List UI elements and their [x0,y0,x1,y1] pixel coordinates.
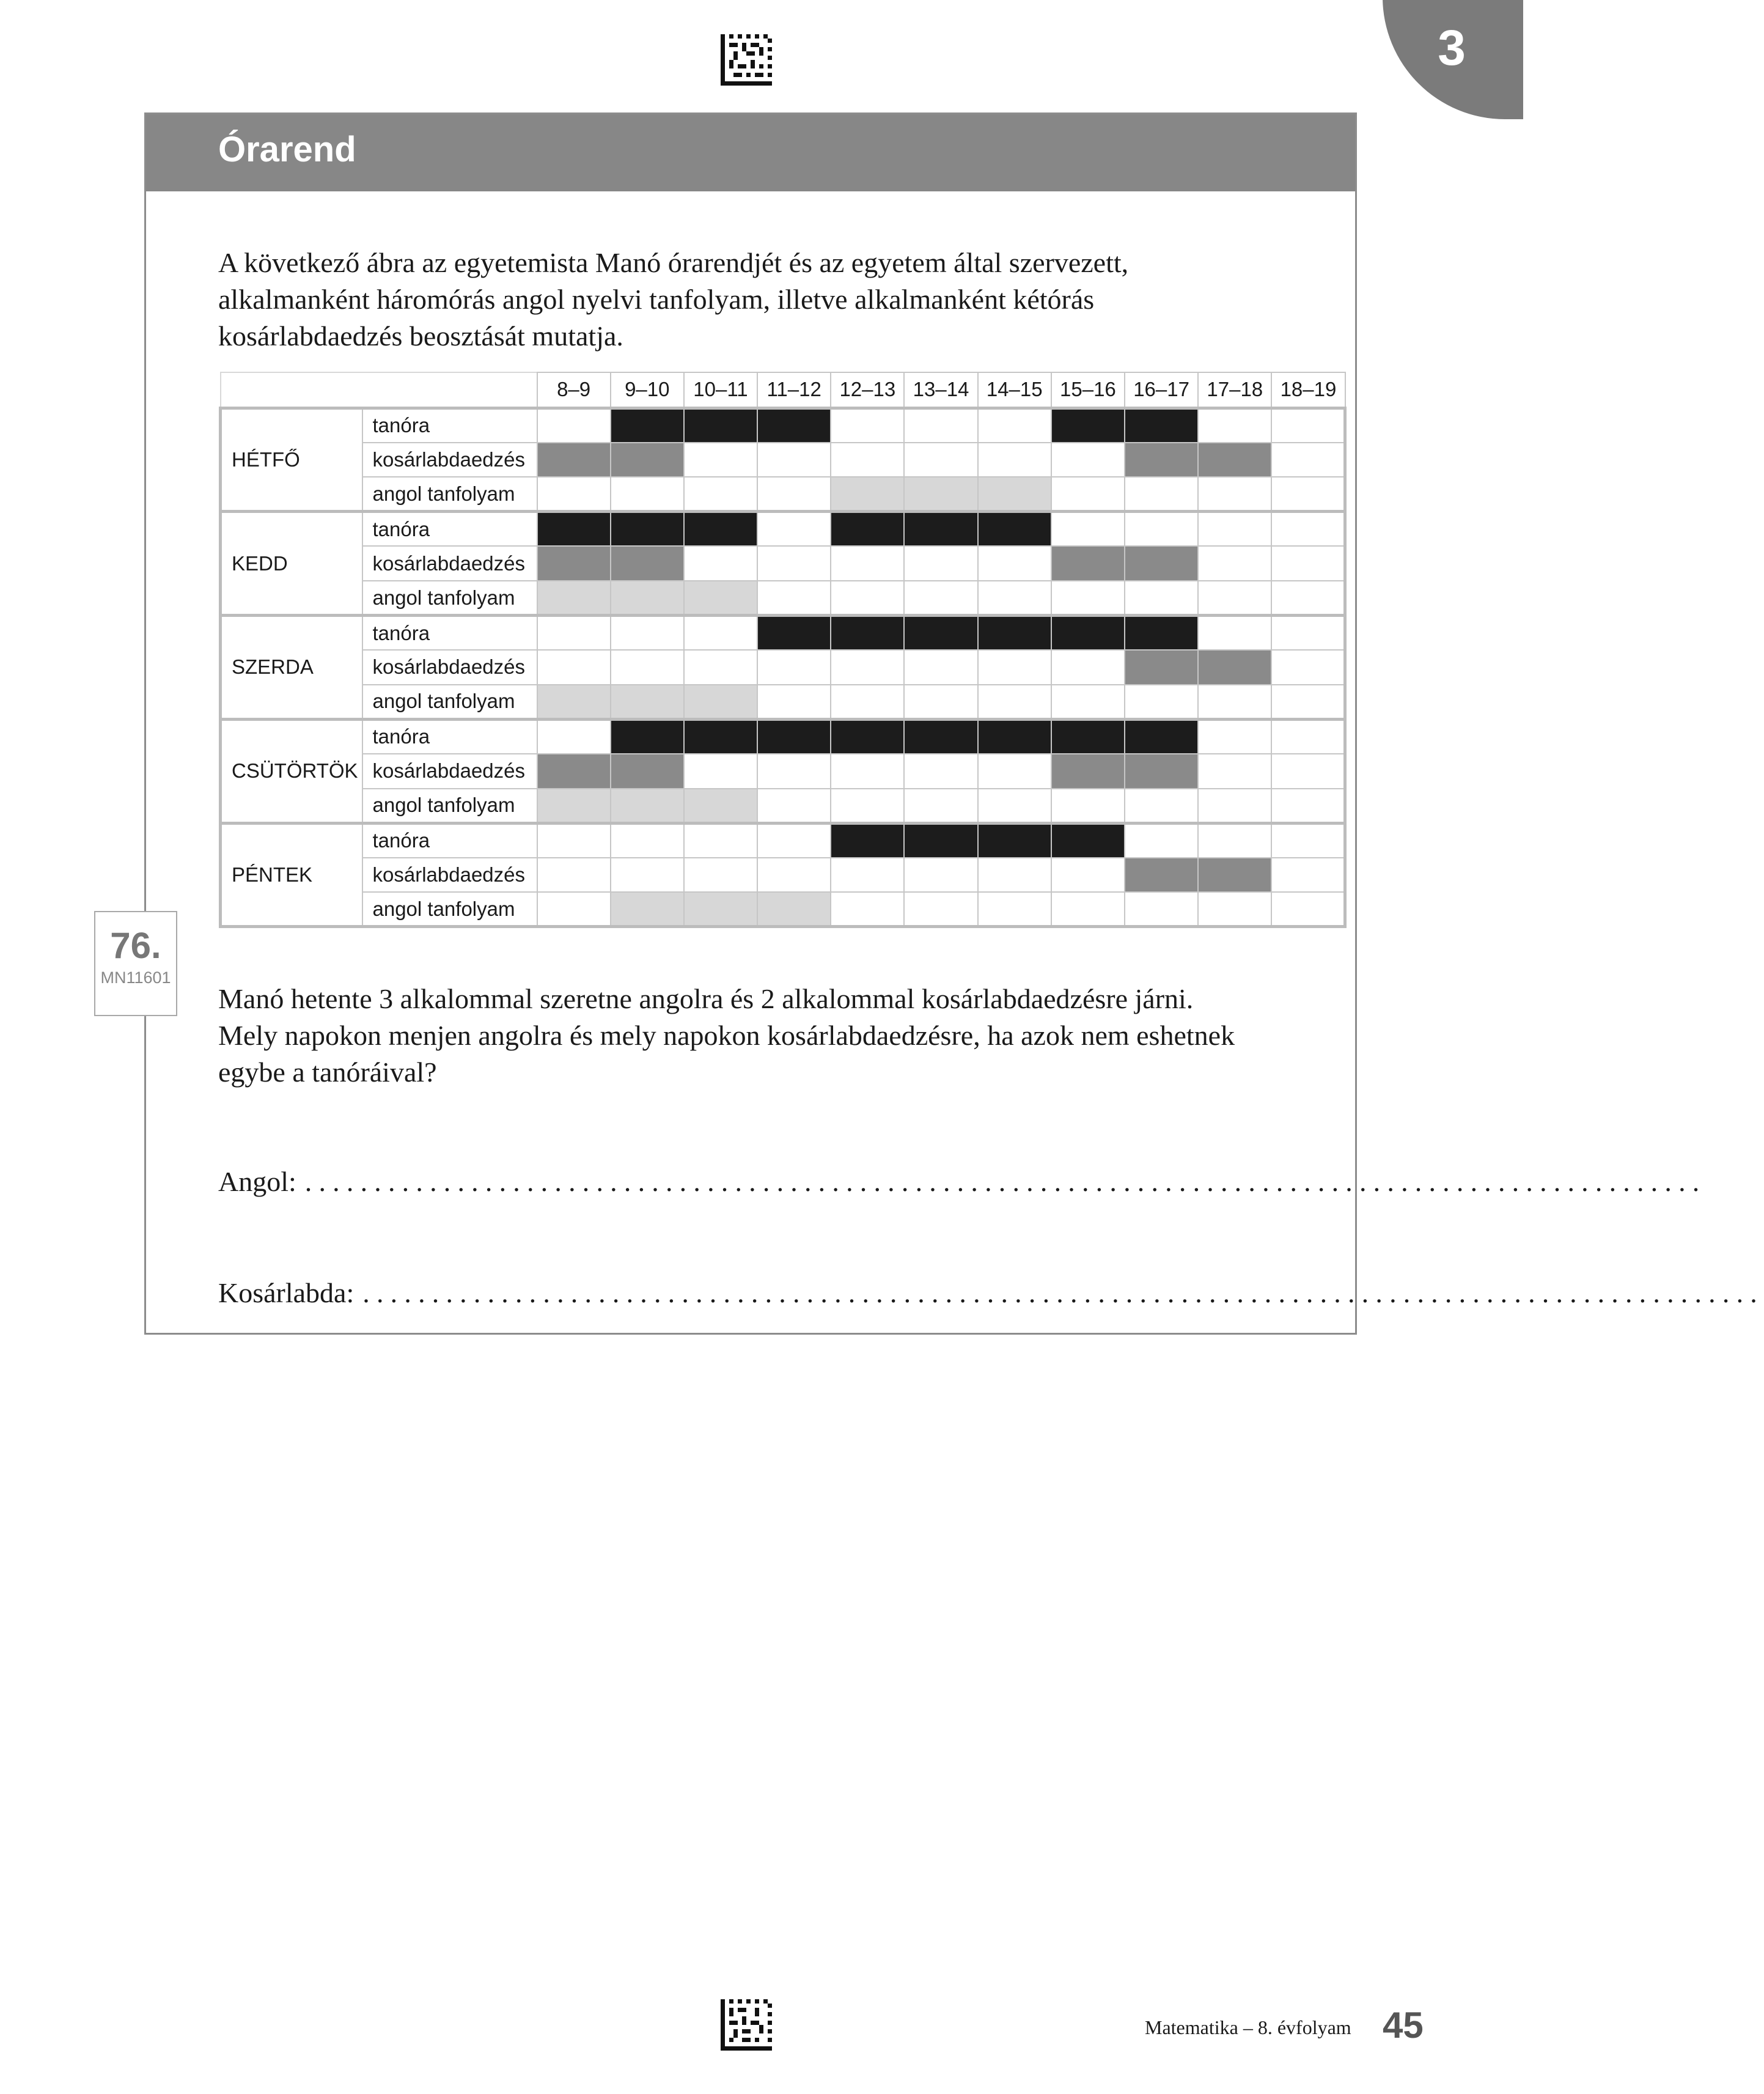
footer-subject: Matematika – 8. évfolyam [1145,2016,1351,2038]
schedule-cell-empty [904,408,977,443]
title-bar [146,114,1355,191]
schedule-cell-empty [1125,685,1198,720]
schedule-cell-empty [684,823,757,858]
schedule-cell-empty [757,443,831,477]
activity-row [221,858,1345,893]
schedule-cell-empty [904,754,977,789]
chapter-number: 3 [1438,20,1466,76]
schedule-cell-empty [1125,512,1198,547]
schedule-cell-filled [978,512,1051,547]
schedule-cell-filled [978,477,1051,512]
activity-label: angol tanfolyam [362,581,537,616]
schedule-cell-filled [537,581,611,616]
schedule-cell-filled [611,685,684,720]
schedule-cell-empty [831,685,904,720]
schedule-cell-empty [1125,892,1198,927]
schedule-cell-empty [537,858,611,893]
schedule-cell-empty [904,892,977,927]
schedule-cell-empty [1198,719,1271,754]
schedule-cell-empty [1125,789,1198,824]
schedule-cell-filled [684,789,757,824]
task-number-box [94,911,177,1016]
schedule-cell-empty [978,581,1051,616]
schedule-cell-empty [757,685,831,720]
schedule-cell-empty [1198,477,1271,512]
schedule-cell-filled [757,719,831,754]
schedule-cell-empty [1198,512,1271,547]
schedule-cell-empty [1051,581,1125,616]
schedule-cell-empty [757,754,831,789]
schedule-cell-empty [1271,892,1345,927]
activity-row [221,546,1345,581]
schedule-cell-empty [684,858,757,893]
schedule-cell-empty [757,512,831,547]
schedule-table [219,372,1347,928]
schedule-cell-filled [978,719,1051,754]
schedule-cell-empty [1271,719,1345,754]
activity-row [221,650,1345,685]
activity-row [221,512,1345,547]
schedule-cell-empty [1271,685,1345,720]
schedule-cell-empty [1271,477,1345,512]
schedule-cell-filled [684,512,757,547]
schedule-cell-filled [904,512,977,547]
schedule-cell-empty [831,650,904,685]
intro-line: kosárlabdaedzés beosztását mutatja. [218,320,623,352]
activity-label: kosárlabdaedzés [362,754,537,789]
header-corner [221,372,537,408]
schedule-cell-empty [831,581,904,616]
schedule-cell-filled [831,719,904,754]
schedule-cell-filled [611,719,684,754]
schedule-cell-filled [537,685,611,720]
schedule-cell-filled [831,616,904,651]
schedule-cell-filled [831,477,904,512]
qr-code-bottom [721,1999,772,2051]
schedule-cell-empty [1051,443,1125,477]
schedule-cell-empty [831,443,904,477]
schedule-cell-empty [1198,892,1271,927]
schedule-cell-empty [537,616,611,651]
schedule-cell-empty [978,789,1051,824]
answer-basket-label: Kosárlabda: [218,1277,355,1308]
schedule-cell-filled [1051,754,1125,789]
schedule-cell-filled [904,719,977,754]
schedule-cell-empty [757,858,831,893]
schedule-cell-filled [1051,823,1125,858]
hour-header: 14–15 [978,372,1051,408]
schedule-cell-filled [1125,443,1198,477]
schedule-cell-empty [611,823,684,858]
activity-label: angol tanfolyam [362,892,537,927]
schedule-cell-filled [1125,546,1198,581]
question-line: Mely napokon menjen angolra és mely napokon kosárlabdaedzésre, ha azok nem eshetnek [218,1020,1235,1051]
schedule-cell-filled [611,789,684,824]
schedule-cell-empty [1051,650,1125,685]
schedule-cell-empty [1271,858,1345,893]
activity-row [221,581,1345,616]
schedule-cell-empty [757,581,831,616]
schedule-cell-empty [978,408,1051,443]
task-title: Órarend [218,130,356,169]
schedule-cell-empty [978,443,1051,477]
intro-line: alkalmanként háromórás angol nyelvi tanfolyam, illetve alkalmanként kétórás [218,284,1095,315]
schedule-cell-filled [904,823,977,858]
schedule-cell-empty [1271,546,1345,581]
schedule-cell-empty [831,408,904,443]
schedule-cell-empty [1125,477,1198,512]
schedule-cell-empty [1051,789,1125,824]
activity-row [221,892,1345,927]
schedule-cell-filled [831,512,904,547]
schedule-cell-filled [1125,408,1198,443]
schedule-cell-empty [1198,581,1271,616]
schedule-cell-empty [1198,616,1271,651]
schedule-cell-empty [1271,408,1345,443]
schedule-cell-empty [1051,477,1125,512]
schedule-cell-empty [611,477,684,512]
schedule-cell-empty [831,789,904,824]
activity-label: kosárlabdaedzés [362,546,537,581]
schedule-cell-empty [978,546,1051,581]
schedule-cell-filled [611,512,684,547]
schedule-cell-empty [684,754,757,789]
schedule-cell-filled [1198,650,1271,685]
schedule-cell-filled [1125,616,1198,651]
schedule-cell-filled [1198,443,1271,477]
schedule-cell-filled [537,789,611,824]
activity-label: tanóra [362,616,537,651]
schedule-cell-filled [537,754,611,789]
schedule-cell-filled [537,546,611,581]
schedule-cell-empty [757,546,831,581]
hour-header: 9–10 [611,372,684,408]
schedule-cell-empty [904,858,977,893]
schedule-cell-empty [904,581,977,616]
activity-row [221,719,1345,754]
hour-header: 17–18 [1198,372,1271,408]
hour-header: 13–14 [904,372,977,408]
schedule-cell-empty [1271,754,1345,789]
schedule-cell-empty [1198,546,1271,581]
schedule-cell-filled [1051,719,1125,754]
activity-label: tanóra [362,719,537,754]
schedule-cell-empty [684,616,757,651]
schedule-cell-filled [1125,754,1198,789]
hour-header: 8–9 [537,372,611,408]
schedule-cell-filled [537,443,611,477]
schedule-cell-empty [684,546,757,581]
activity-label: tanóra [362,823,537,858]
schedule-cell-empty [1271,823,1345,858]
schedule-cell-filled [684,719,757,754]
schedule-cell-empty [1051,512,1125,547]
schedule-cell-empty [1198,754,1271,789]
schedule-cell-empty [1198,408,1271,443]
question-line: Manó hetente 3 alkalommal szeretne angolra és 2 alkalommal kosárlabdaedzésre járni. [218,983,1194,1014]
schedule-cell-empty [904,443,977,477]
schedule-cell-empty [831,546,904,581]
activity-row [221,754,1345,789]
hour-header: 11–12 [757,372,831,408]
schedule-cell-empty [757,477,831,512]
schedule-cell-empty [1271,581,1345,616]
schedule-cell-empty [611,616,684,651]
schedule-cell-empty [1125,581,1198,616]
answer-basket-line[interactable] [218,1277,1764,1313]
schedule-cell-filled [831,823,904,858]
hour-header: 12–13 [831,372,904,408]
activity-row [221,443,1345,477]
question-line: egybe a tanóráival? [218,1056,437,1088]
schedule-cell-empty [1271,789,1345,824]
schedule-cell-filled [1125,719,1198,754]
day-label: CSÜTÖRTÖK [221,719,362,823]
schedule-cell-empty [904,650,977,685]
schedule-cell-filled [537,512,611,547]
schedule-cell-filled [1051,616,1125,651]
activity-label: kosárlabdaedzés [362,650,537,685]
schedule-cell-filled [1125,650,1198,685]
day-group [221,512,1345,616]
schedule-cell-empty [684,477,757,512]
answer-english-line[interactable] [218,1165,1707,1202]
activity-label: tanóra [362,408,537,443]
schedule-cell-empty [1198,823,1271,858]
schedule-cell-filled [978,823,1051,858]
schedule-cell-empty [537,892,611,927]
schedule-cell-empty [537,650,611,685]
schedule-cell-empty [684,443,757,477]
activity-label: kosárlabdaedzés [362,858,537,893]
schedule-cell-empty [904,789,977,824]
activity-row [221,616,1345,651]
activity-row [221,685,1345,720]
schedule-cell-empty [1271,650,1345,685]
activity-row [221,789,1345,824]
schedule-cell-filled [611,546,684,581]
schedule-cell-empty [611,650,684,685]
schedule-cell-empty [1198,789,1271,824]
activity-label: kosárlabdaedzés [362,443,537,477]
schedule-cell-empty [978,685,1051,720]
day-label: PÉNTEK [221,823,362,927]
schedule-cell-filled [1198,858,1271,893]
answer-basket-dots[interactable]: ..................................................................................................... [362,1277,1764,1308]
hours-header-row [221,372,1345,408]
schedule-cell-empty [1271,512,1345,547]
activity-label: angol tanfolyam [362,477,537,512]
schedule-cell-empty [537,408,611,443]
schedule-cell-empty [904,685,977,720]
schedule-cell-filled [757,892,831,927]
day-group [221,616,1345,720]
schedule-cell-empty [537,477,611,512]
schedule-cell-empty [1051,892,1125,927]
schedule-cell-empty [1125,823,1198,858]
question-text [218,981,1331,1091]
schedule-cell-filled [611,443,684,477]
answer-english-label: Angol: [218,1166,296,1197]
schedule-cell-filled [978,616,1051,651]
schedule-cell-filled [757,408,831,443]
schedule-cell-empty [1271,443,1345,477]
intro-text [218,245,1257,355]
schedule-cell-empty [757,789,831,824]
schedule-cell-filled [757,616,831,651]
schedule-cell-empty [831,858,904,893]
schedule-cell-empty [1051,858,1125,893]
schedule-cell-empty [978,892,1051,927]
schedule-cell-empty [978,754,1051,789]
schedule-cell-filled [611,408,684,443]
hour-header: 10–11 [684,372,757,408]
schedule-cell-filled [1125,858,1198,893]
day-label: KEDD [221,512,362,616]
schedule-cell-filled [1051,546,1125,581]
hour-header: 16–17 [1125,372,1198,408]
schedule-cell-filled [684,581,757,616]
schedule-cell-empty [537,823,611,858]
activity-row [221,823,1345,858]
schedule-cell-filled [684,685,757,720]
schedule-cell-filled [611,892,684,927]
task-number: 76. [110,925,161,966]
schedule-cell-empty [611,858,684,893]
activity-label: angol tanfolyam [362,789,537,824]
schedule-cell-filled [611,581,684,616]
schedule-cell-empty [757,823,831,858]
schedule-cell-empty [1271,616,1345,651]
schedule-cell-empty [1198,685,1271,720]
task-code: MN11601 [100,968,171,987]
schedule-cell-empty [978,650,1051,685]
schedule-cell-filled [611,754,684,789]
day-group [221,408,1345,512]
schedule-cell-filled [684,892,757,927]
schedule-cell-filled [904,616,977,651]
schedule-cell-empty [978,858,1051,893]
hour-header: 15–16 [1051,372,1125,408]
day-label: SZERDA [221,616,362,720]
hour-header: 18–19 [1271,372,1345,408]
day-group [221,823,1345,927]
activity-row [221,477,1345,512]
schedule-cell-empty [757,650,831,685]
schedule-cell-empty [831,892,904,927]
day-label: HÉTFŐ [221,408,362,512]
schedule-cell-empty [537,719,611,754]
schedule-cell-filled [684,408,757,443]
schedule-cell-filled [904,477,977,512]
answer-english-dots[interactable]: ..................................................................................................... [304,1166,1707,1197]
activity-label: angol tanfolyam [362,685,537,720]
activity-row [221,408,1345,443]
activity-label: tanóra [362,512,537,547]
day-group [221,719,1345,823]
schedule-cell-filled [1051,408,1125,443]
schedule-cell-empty [831,754,904,789]
page-number: 45 [1383,2005,1424,2046]
schedule-cell-empty [1051,685,1125,720]
intro-line: A következő ábra az egyetemista Manó órarendjét és az egyetem által szervezett, [218,247,1129,278]
qr-code-top [721,34,772,86]
schedule-cell-empty [904,546,977,581]
schedule-cell-empty [684,650,757,685]
